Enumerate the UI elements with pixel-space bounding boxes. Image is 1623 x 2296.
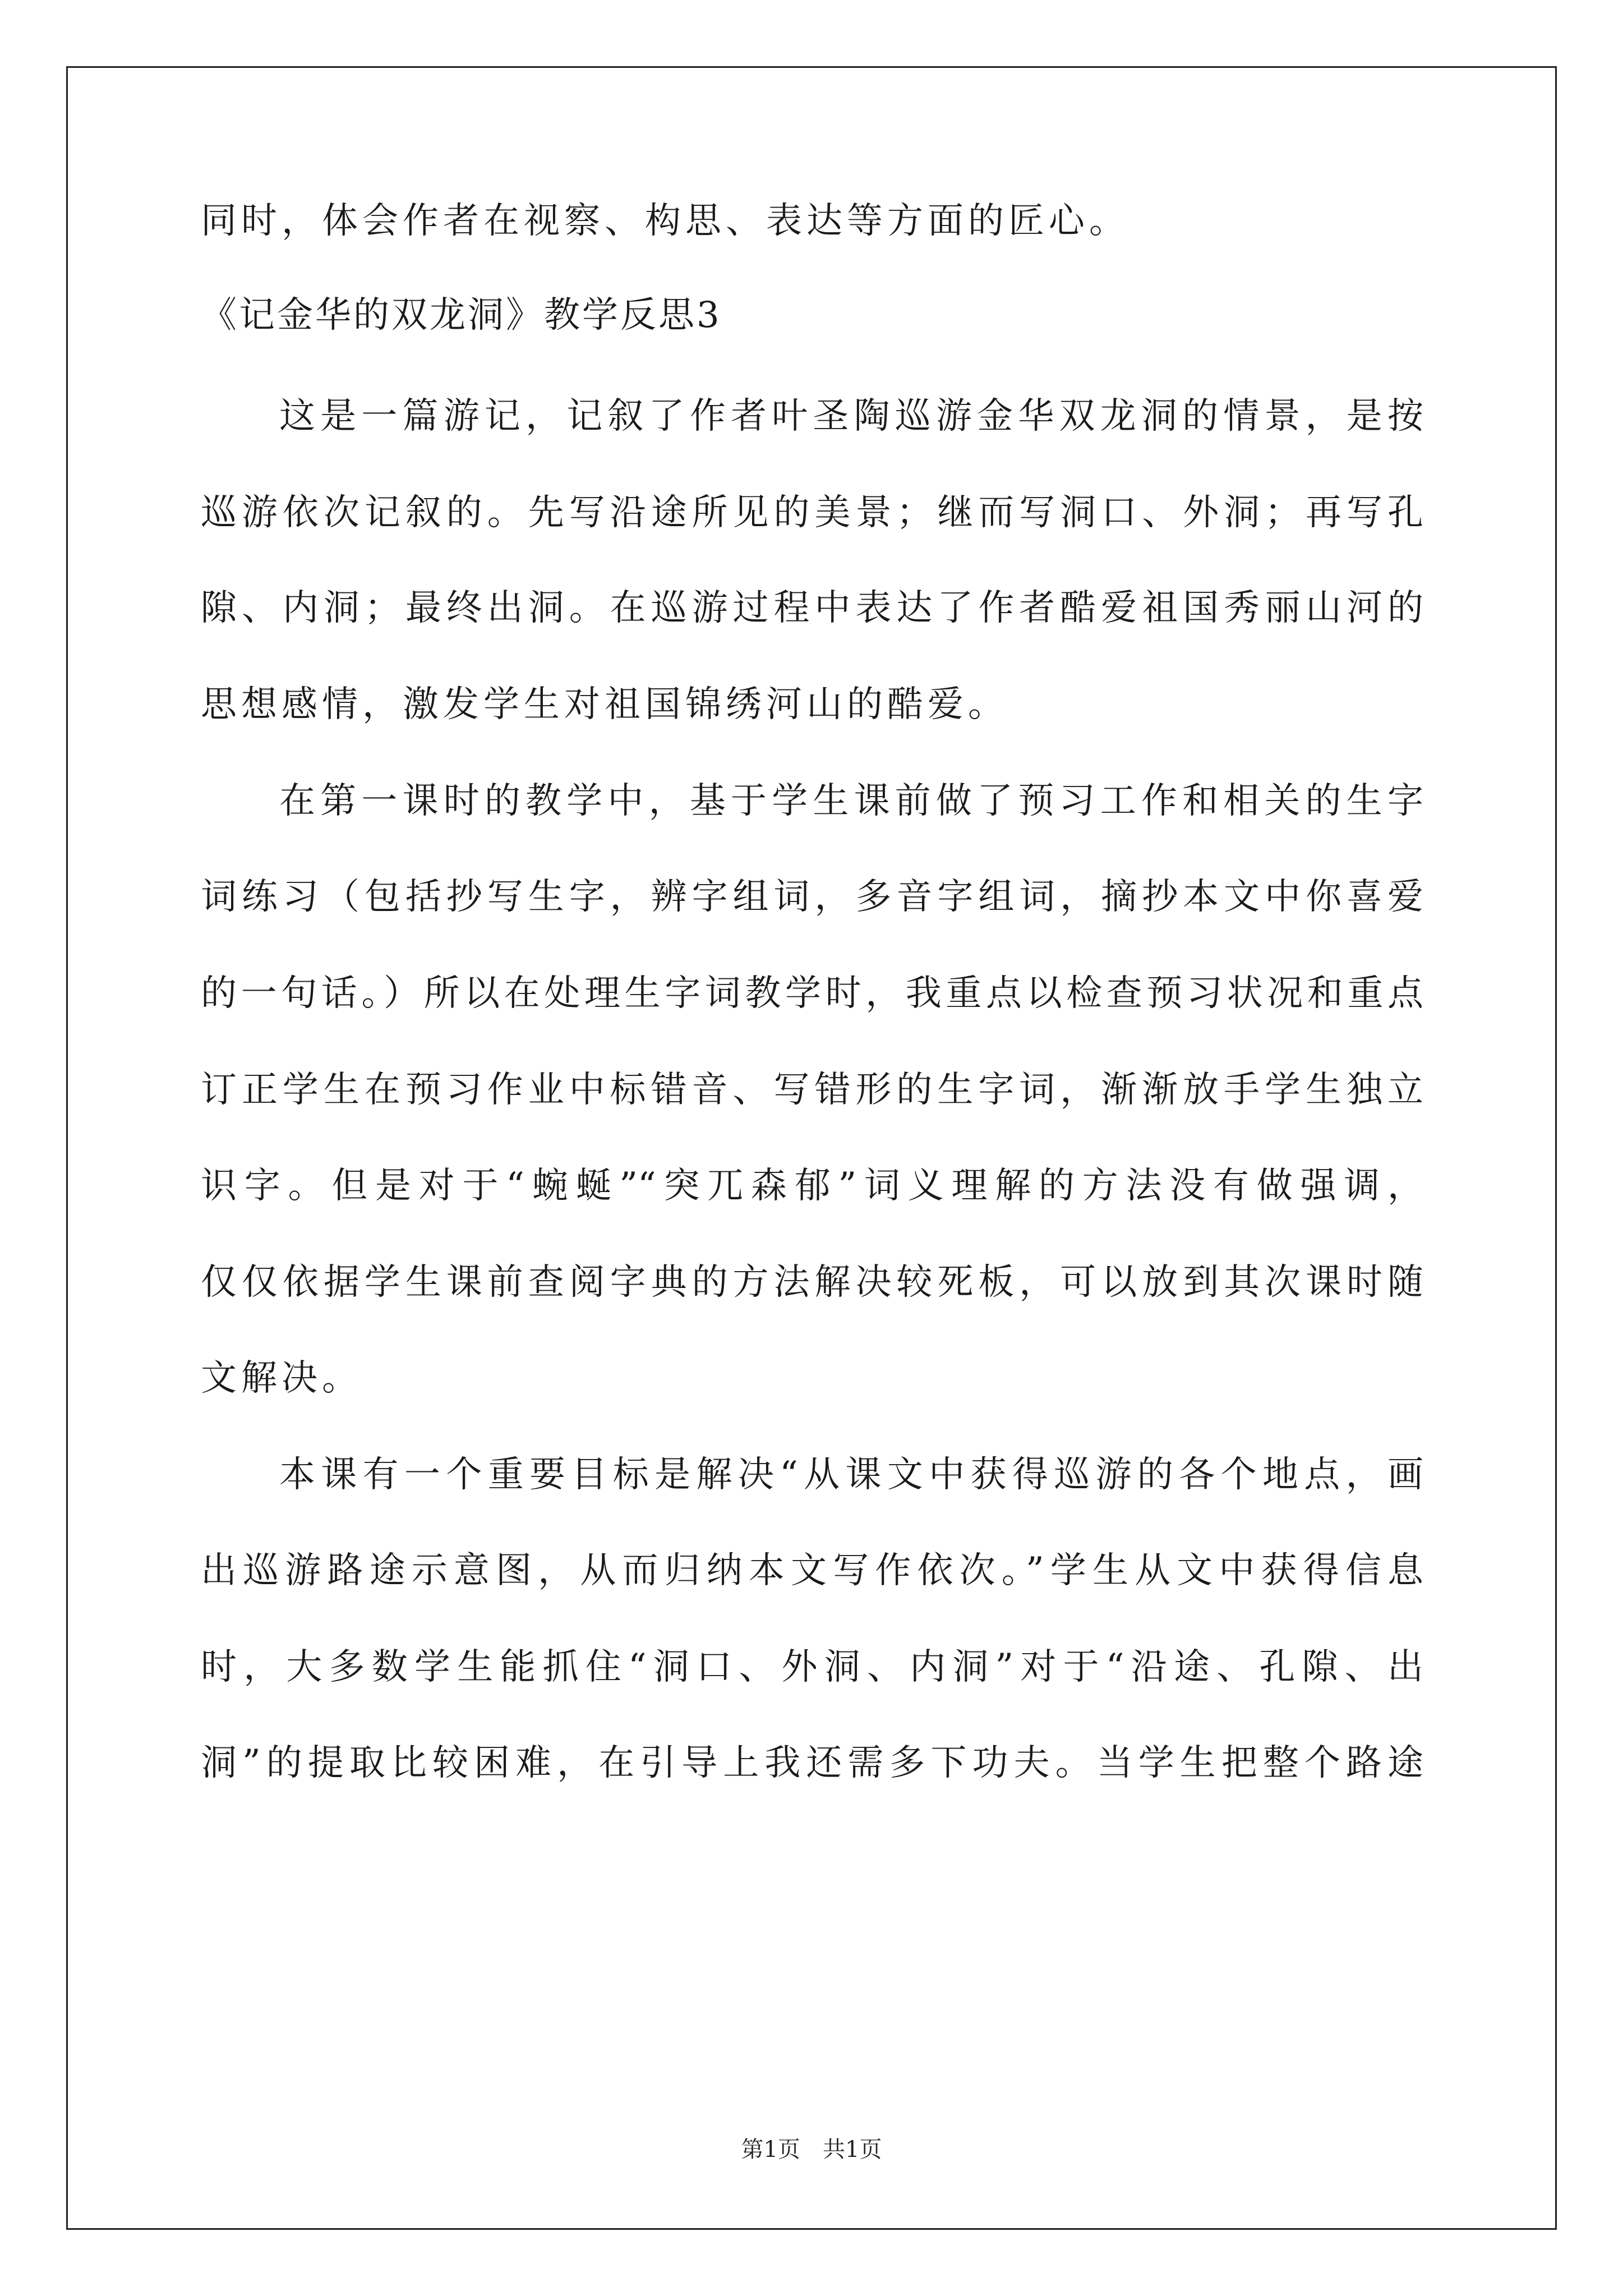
paragraph-line: 词练习（包括抄写生字，辨字组词，多音字组词，摘抄本文中你喜爱	[201, 876, 1423, 918]
page-footer	[0, 2132, 1623, 2164]
paragraph-line: 文解决。	[201, 1358, 362, 1399]
paragraph-line: 订正学生在预习作业中标错音、写错形的生字词，渐渐放手学生独立	[201, 1069, 1423, 1111]
text-line: 同时，体会作者在视察、构思、表达等方面的匠心。	[201, 200, 1129, 242]
paragraph-line: 识字。但是对于“蜿蜒”“突兀森郁”词义理解的方法没有做强调，	[201, 1165, 1423, 1207]
paragraph-line: 的一句话。）所以在处理生字词教学时，我重点以检查预习状况和重点	[201, 973, 1423, 1014]
paragraph-line: 在第一课时的教学中，基于学生课前做了预习工作和相关的生字	[279, 780, 1423, 822]
paragraph-line: 隙、内洞；最终出洞。在巡游过程中表达了作者酷爱祖国秀丽山河的	[201, 587, 1423, 629]
paragraph-line: 出巡游路途示意图，从而归纳本文写作依次。”学生从文中获得信息	[201, 1550, 1423, 1591]
page-border	[66, 66, 1557, 2230]
paragraph-line: 巡游依次记叙的。先写沿途所见的美景；继而写洞口、外洞；再写孔	[201, 492, 1423, 533]
paragraph-line: 仅仅依据学生课前查阅字典的方法解决较死板，可以放到其次课时随	[201, 1262, 1423, 1303]
paragraph-line: 本课有一个重要目标是解决“从课文中获得巡游的各个地点，画	[279, 1454, 1423, 1496]
paragraph-line: 思想感情，激发学生对祖国锦绣河山的酷爱。	[201, 684, 1008, 725]
paragraph-line: 洞”的提取比较困难，在引导上我还需多下功夫。当学生把整个路途	[201, 1742, 1423, 1784]
paragraph-line: 这是一篇游记，记叙了作者叶圣陶巡游金华双龙洞的情景，是按	[279, 395, 1423, 437]
section-title: 《记金华的双龙洞》教学反思3	[201, 295, 722, 336]
paragraph-line: 时，大多数学生能抓住“洞口、外洞、内洞”对于“沿途、孔隙、出	[201, 1646, 1423, 1688]
page-number-total: 共1页	[823, 2137, 882, 2162]
page-number-current: 第1页	[741, 2137, 800, 2162]
